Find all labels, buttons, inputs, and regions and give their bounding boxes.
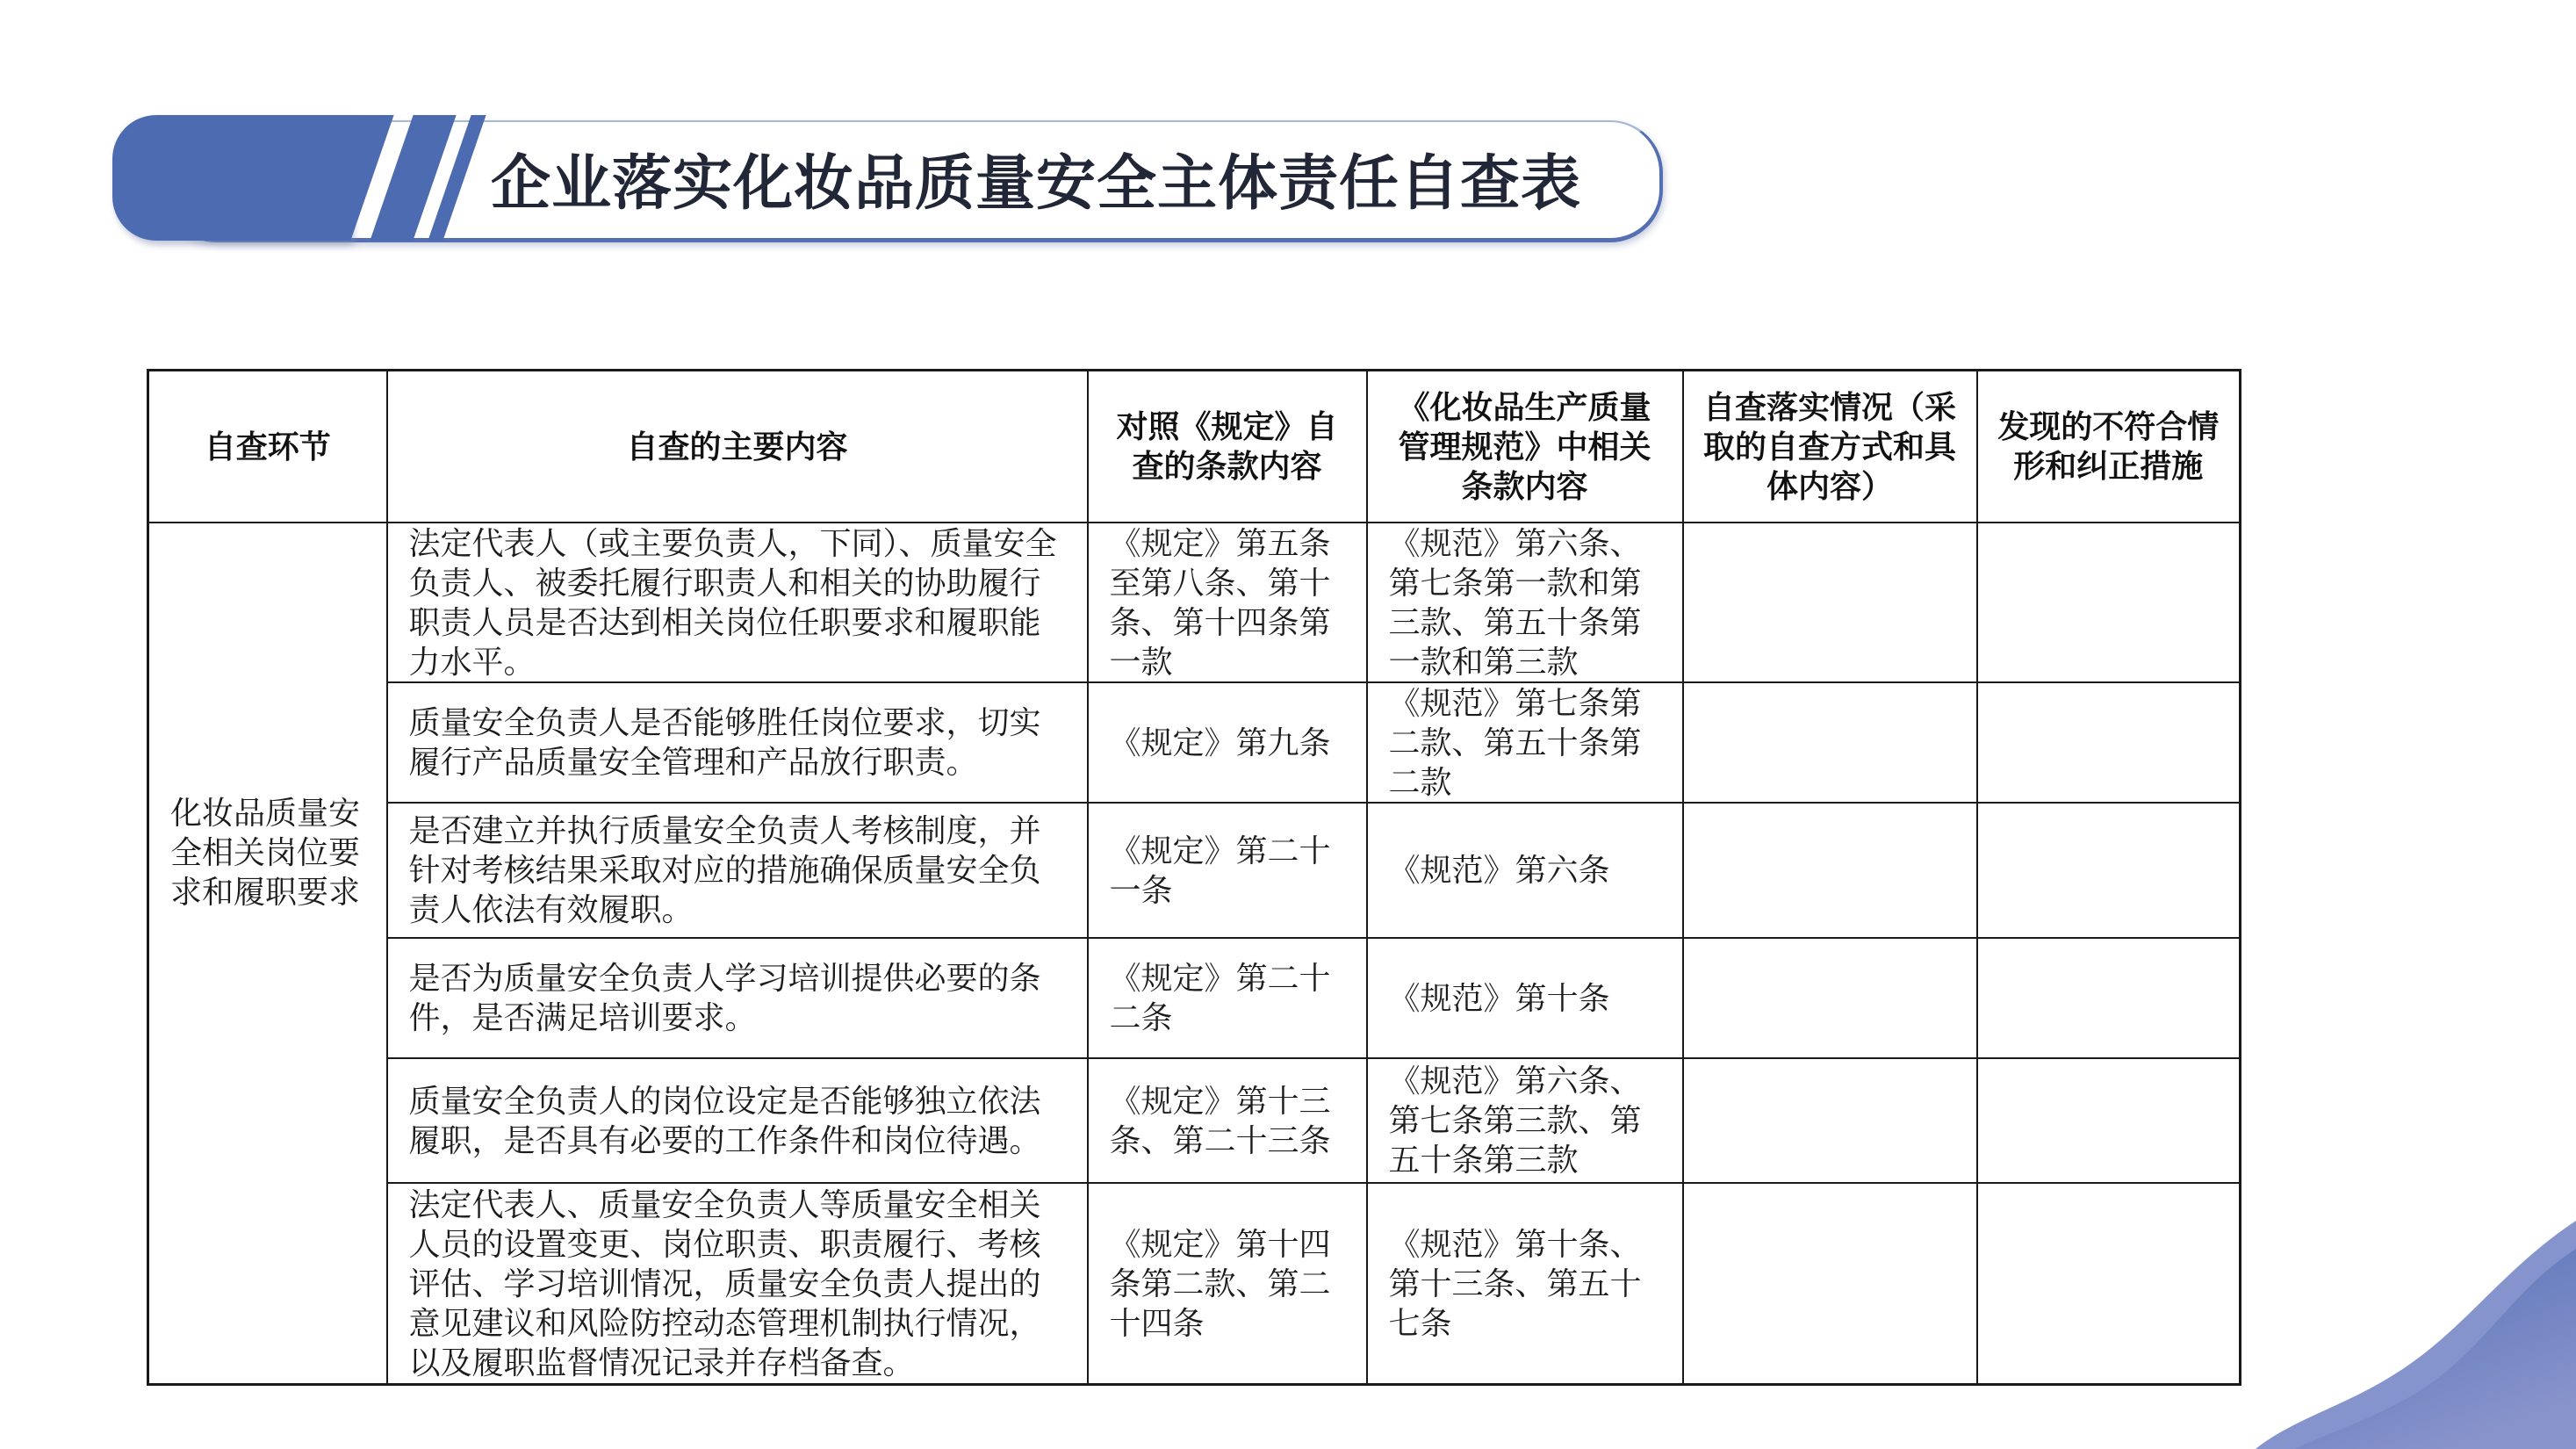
self-check-table (147, 369, 2241, 1386)
cell-regulation-articles: 《规定》第十三条、第二十三条 (1088, 1058, 1367, 1183)
cell-main-content: 质量安全负责人的岗位设定是否能够独立依法履职，是否具有必要的工作条件和岗位待遇。 (387, 1058, 1088, 1183)
column-header-gmp-articles: 《化妆品生产质量管理规范》中相关条款内容 (1367, 371, 1683, 523)
cell-implementation (1683, 803, 1977, 938)
cell-regulation-articles: 《规定》第二十一条 (1088, 803, 1367, 938)
cell-regulation-articles: 《规定》第九条 (1088, 682, 1367, 803)
cell-main-content: 法定代表人、质量安全负责人等质量安全相关人员的设置变更、岗位职责、职责履行、考核评估、学习培训情况，质量安全负责人提出的意见建议和风险防控动态管理机制执行情况，以及履职监督情况记录并存档备查。 (387, 1183, 1088, 1385)
cell-section-label: 化妆品质量安全相关岗位要求和履职要求 (148, 523, 387, 1385)
table-row (148, 1183, 2241, 1385)
column-header-implementation: 自查落实情况（采取的自查方式和具体内容） (1683, 371, 1977, 523)
cell-implementation (1683, 938, 1977, 1058)
table-row (148, 1058, 2241, 1183)
column-header-inspection-link: 自查环节 (148, 371, 387, 523)
cell-findings (1977, 803, 2241, 938)
cell-main-content: 法定代表人（或主要负责人，下同）、质量安全负责人、被委托履行职责人和相关的协助履行职责人员是否达到相关岗位任职要求和履职能力水平。 (387, 523, 1088, 682)
table-row (148, 682, 2241, 803)
cell-implementation (1683, 523, 1977, 682)
cell-implementation (1683, 1183, 1977, 1385)
page-title: 企业落实化妆品质量安全主体责任自查表 (490, 149, 1581, 217)
cell-implementation (1683, 682, 1977, 803)
cell-main-content: 质量安全负责人是否能够胜任岗位要求，切实履行产品质量安全管理和产品放行职责。 (387, 682, 1088, 803)
cell-findings (1977, 1183, 2241, 1385)
cell-gmp-articles: 《规范》第十条、第十三条、第五十七条 (1367, 1183, 1683, 1385)
cell-gmp-articles: 《规范》第六条 (1367, 803, 1683, 938)
cell-gmp-articles: 《规范》第六条、第七条第一款和第三款、第五十条第一款和第三款 (1367, 523, 1683, 682)
cell-regulation-articles: 《规定》第五条至第八条、第十条、第十四条第一款 (1088, 523, 1367, 682)
column-header-findings: 发现的不符合情形和纠正措施 (1977, 371, 2241, 523)
wave-decoration (2207, 1194, 2576, 1449)
cell-findings (1977, 523, 2241, 682)
cell-gmp-articles: 《规范》第六条、第七条第三款、第五十条第三款 (1367, 1058, 1683, 1183)
cell-findings (1977, 938, 2241, 1058)
cell-findings (1977, 682, 2241, 803)
cell-gmp-articles: 《规范》第七条第二款、第五十条第二款 (1367, 682, 1683, 803)
cell-implementation (1683, 1058, 1977, 1183)
column-header-main-content: 自查的主要内容 (387, 371, 1088, 523)
table-header-row (148, 371, 2241, 523)
table-row (148, 803, 2241, 938)
cell-main-content: 是否建立并执行质量安全负责人考核制度，并针对考核结果采取对应的措施确保质量安全负责人依法有效履职。 (387, 803, 1088, 938)
cell-regulation-articles: 《规定》第二十二条 (1088, 938, 1367, 1058)
cell-main-content: 是否为质量安全负责人学习培训提供必要的条件，是否满足培训要求。 (387, 938, 1088, 1058)
cell-gmp-articles: 《规范》第十条 (1367, 938, 1683, 1058)
column-header-regulation-articles: 对照《规定》自查的条款内容 (1088, 371, 1367, 523)
cell-regulation-articles: 《规定》第十四条第二款、第二十四条 (1088, 1183, 1367, 1385)
table-row (148, 938, 2241, 1058)
cell-findings (1977, 1058, 2241, 1183)
table-row (148, 523, 2241, 682)
